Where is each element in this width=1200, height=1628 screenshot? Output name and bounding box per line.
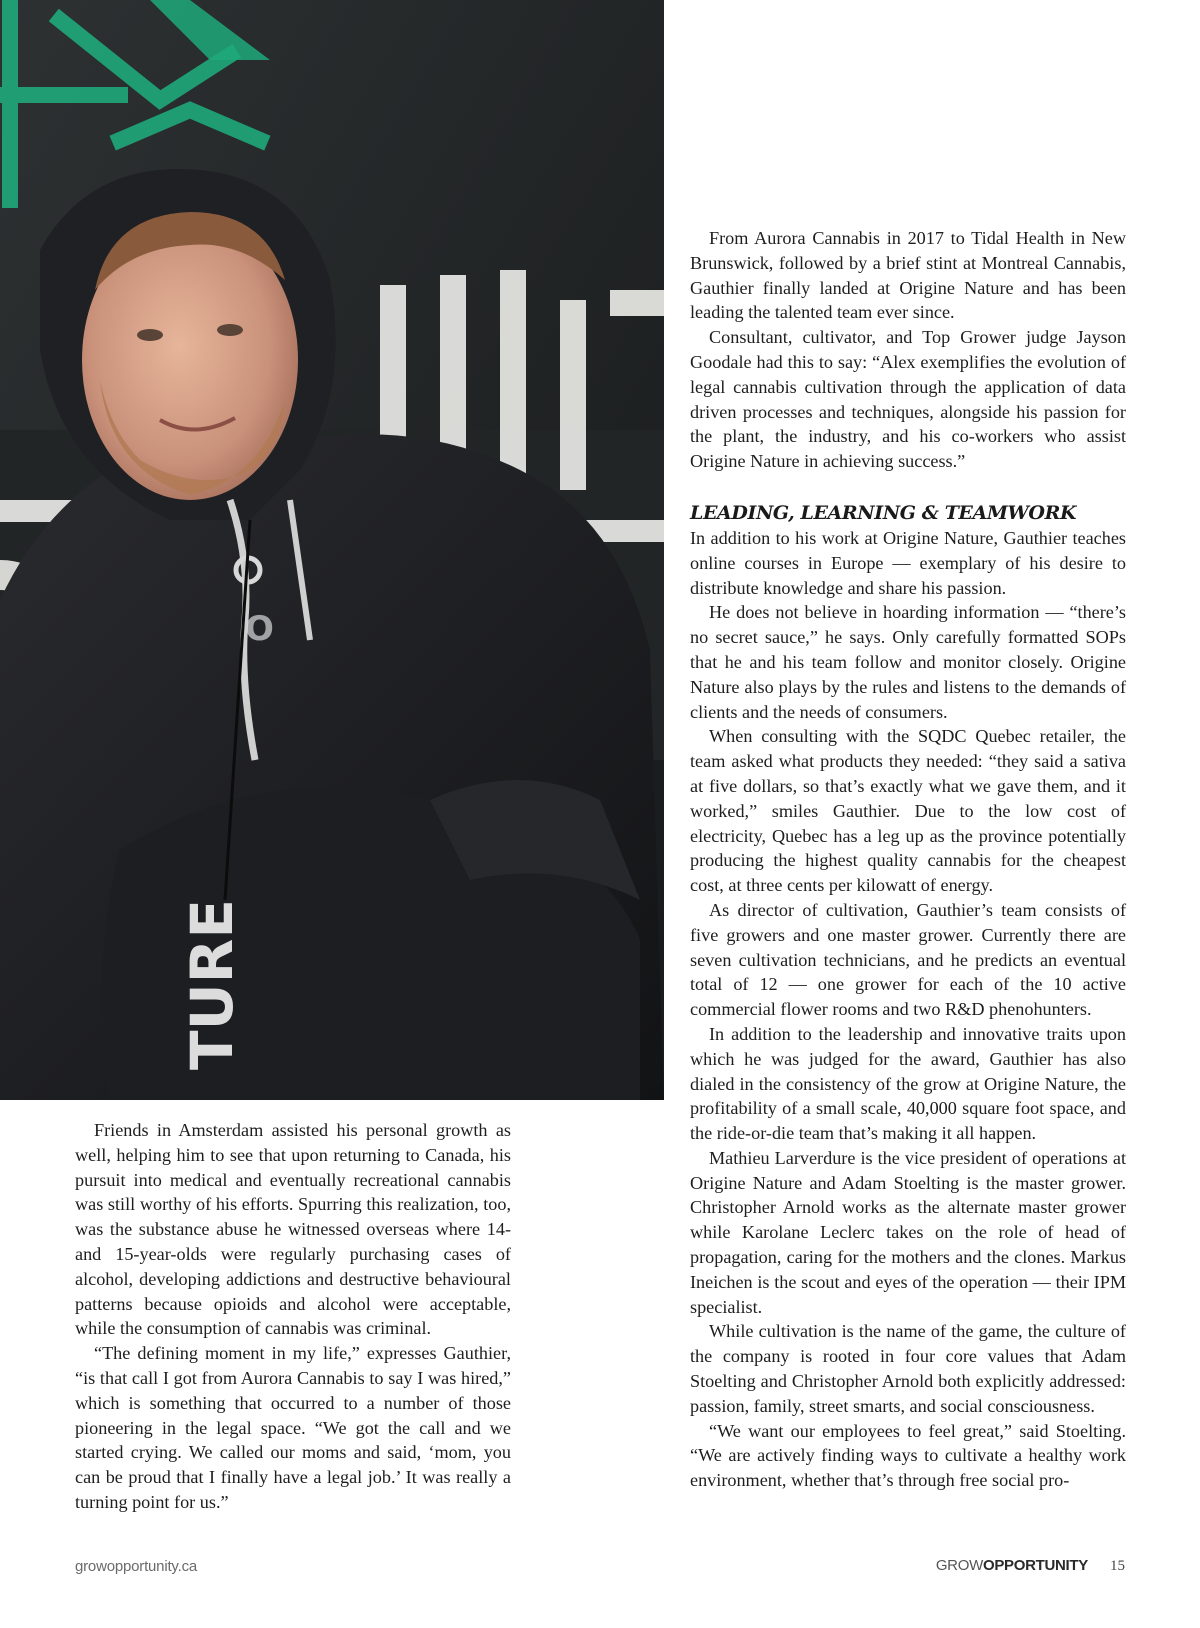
body-paragraph: In addition to the leadership and innovative traits upon which he was judged for the award, Gauthier has also dialed in the consistency of the grow at Origine Nature, the profitability of a small scale, 40,000 square foot space, and the ride-or-die team that’s making it all happen.	[690, 1023, 1126, 1144]
chest-logo-text: O	[245, 609, 274, 649]
brand-grow: GROW	[935, 1557, 983, 1574]
body-paragraph: “The defining moment in my life,” expresses Gauthier, “is that call I got from Aurora Cannabis to say I was hired,” which is something that occurred to a number of those pioneering in the legal space. “We got the call and we started crying. We called our moms and said, ‘mom, you can be proud that I finally have a legal job.’ It was really a turning point for us.”	[75, 1343, 511, 1512]
body-paragraph: Mathieu Larverdure is the vice president of operations at Origine Nature and Adam Stoelting is the master grower. Christopher Arnold works as the alternate master grower while Karolane Leclerc takes on the role of head of propagation, caring for the mothers and the clones. Markus Ineichen is the scout and eyes of the operation — their IPM specialist.	[690, 1147, 1126, 1317]
body-paragraph: Consultant, cultivator, and Top Grower judge Jayson Goodale had this to say: “Alex exemplifies the evolution of legal cannabis cultivation through the application of data driven processes and techniques, alongside his passion for the plant, the industry, and his co-workers who assist Origine Nature in achieving success.”	[690, 327, 1126, 472]
footer-brand	[936, 1557, 1125, 1575]
section-heading: LEADING, LEARNING & TEAMWORK	[690, 501, 1077, 524]
page-number: 15	[1110, 1558, 1125, 1574]
body-paragraph: In addition to his work at Origine Nature, Gauthier teaches online courses in Europe — exemplary of his desire to distribute knowledge and share his passion.	[690, 527, 1126, 598]
body-paragraph: From Aurora Cannabis in 2017 to Tidal Health in New Brunswick, followed by a brief stint at Montreal Cannabis, Gauthier finally landed at Origine Nature and has been leading the talented team ever since.	[690, 228, 1126, 323]
footer-url: growopportunity.ca	[75, 1558, 198, 1575]
body-paragraph: While cultivation is the name of the game, the culture of the company is rooted in four core values that Adam Stoelting and Christopher Arnold both explicitly addressed: passion, family, street smarts, and social consciousness.	[690, 1321, 1126, 1416]
right-column	[690, 226, 1126, 1493]
article-photo	[0, 0, 664, 1100]
body-paragraph: As director of cultivation, Gauthier’s team consists of five growers and one master grower. Currently there are seven cultivation technicians, and he predicts an eventual total of 12 — one grower for each of the 10 active commercial flower rooms and two R&D phenohunters.	[690, 899, 1126, 1020]
brand-opportunity: OPPORTUNITY	[982, 1557, 1088, 1574]
body-paragraph: “We want our employees to feel great,” said Stoelting. “We are actively finding ways to cultivate a healthy work environment, whether that’s through free social pro-	[690, 1420, 1126, 1491]
body-paragraph: When consulting with the SQDC Quebec retailer, the team asked what products they needed: “they said a sativa at five dollars, so that’s exactly what we gave them, and it worked,” smiles Gauthier. Due to the low cost of electricity, Quebec has a leg up as the province potentially producing the highest quality cannabis for the cheapest cost, at three cents per kilowatt of energy.	[690, 726, 1126, 896]
left-column	[75, 1118, 511, 1515]
body-paragraph: He does not believe in hoarding information — “there’s no secret sauce,” he says. Only carefully formatted SOPs that he and his team follow and monitor closely. Origine Nature also plays by the rules and listens to the demands of clients and the needs of consumers.	[690, 602, 1126, 722]
sleeve-text: TURE	[178, 899, 246, 1070]
body-paragraph: Friends in Amsterdam assisted his personal growth as well, helping him to see that upon returning to Canada, his pursuit into medical and eventually recreational cannabis was still worthy of his efforts. Spurring this realization, too, was the substance abuse he witnessed overseas where 14- and 15-year-olds were regularly purchasing cases of alcohol, developing addictions and destructive behavioural patterns because opioids and alcohol were acceptable, while the consumption of cannabis was criminal.	[75, 1120, 511, 1339]
